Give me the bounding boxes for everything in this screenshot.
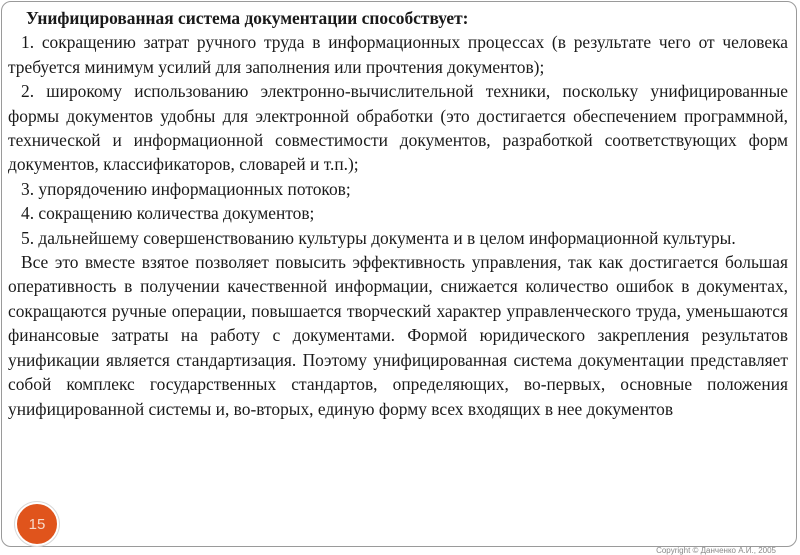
list-item-4: 4. сокращению количества документов; bbox=[21, 203, 315, 224]
summary-paragraph: Все это вместе взятое позволяет повысить эффективность управления, так как достигается большая оперативность в получении качественной информации, снижается количество ошибок в документах, сокращаются ручные операции, повышается творческий характер управленческого труда, уменьшаются финансовые затраты на работу с документами. Формой юридического закрепления результатов унификации является стандартизация. Поэтому унифицированная система документации представляет собой комплекс государственных стандартов, определяющих, во-первых, основные положения унифицированной системы и, во-вторых, единую форму всех входящих в нее документов bbox=[8, 252, 788, 419]
list-item-2: 2. широкому использованию электронно-вычислительной техники, поскольку унифицированные формы документов удобны для электронной обработки (это достигается обеспечением программной, технической и информационной совместимости документов, разработкой соответствующих форм документов, классификаторов, словарей и т.п.); bbox=[8, 81, 788, 175]
slide-content bbox=[8, 6, 788, 421]
slide-heading: Унифицированная система документации способствует: bbox=[26, 8, 469, 28]
list-item-1: 1. сокращению затрат ручного труда в информационных процессах (в результате чего от человека требуется минимум усилий для заполнения или прочтения документов); bbox=[8, 32, 788, 77]
copyright-text: Copyright © Данченко А.И., 2005 bbox=[656, 546, 776, 555]
list-item-5: 5. дальнейшему совершенствованию культуры документа и в целом информационной культуры. bbox=[21, 227, 736, 248]
page-number-badge: 15 bbox=[15, 502, 59, 546]
list-item-3: 3. упорядочению информационных потоков; bbox=[21, 178, 351, 199]
